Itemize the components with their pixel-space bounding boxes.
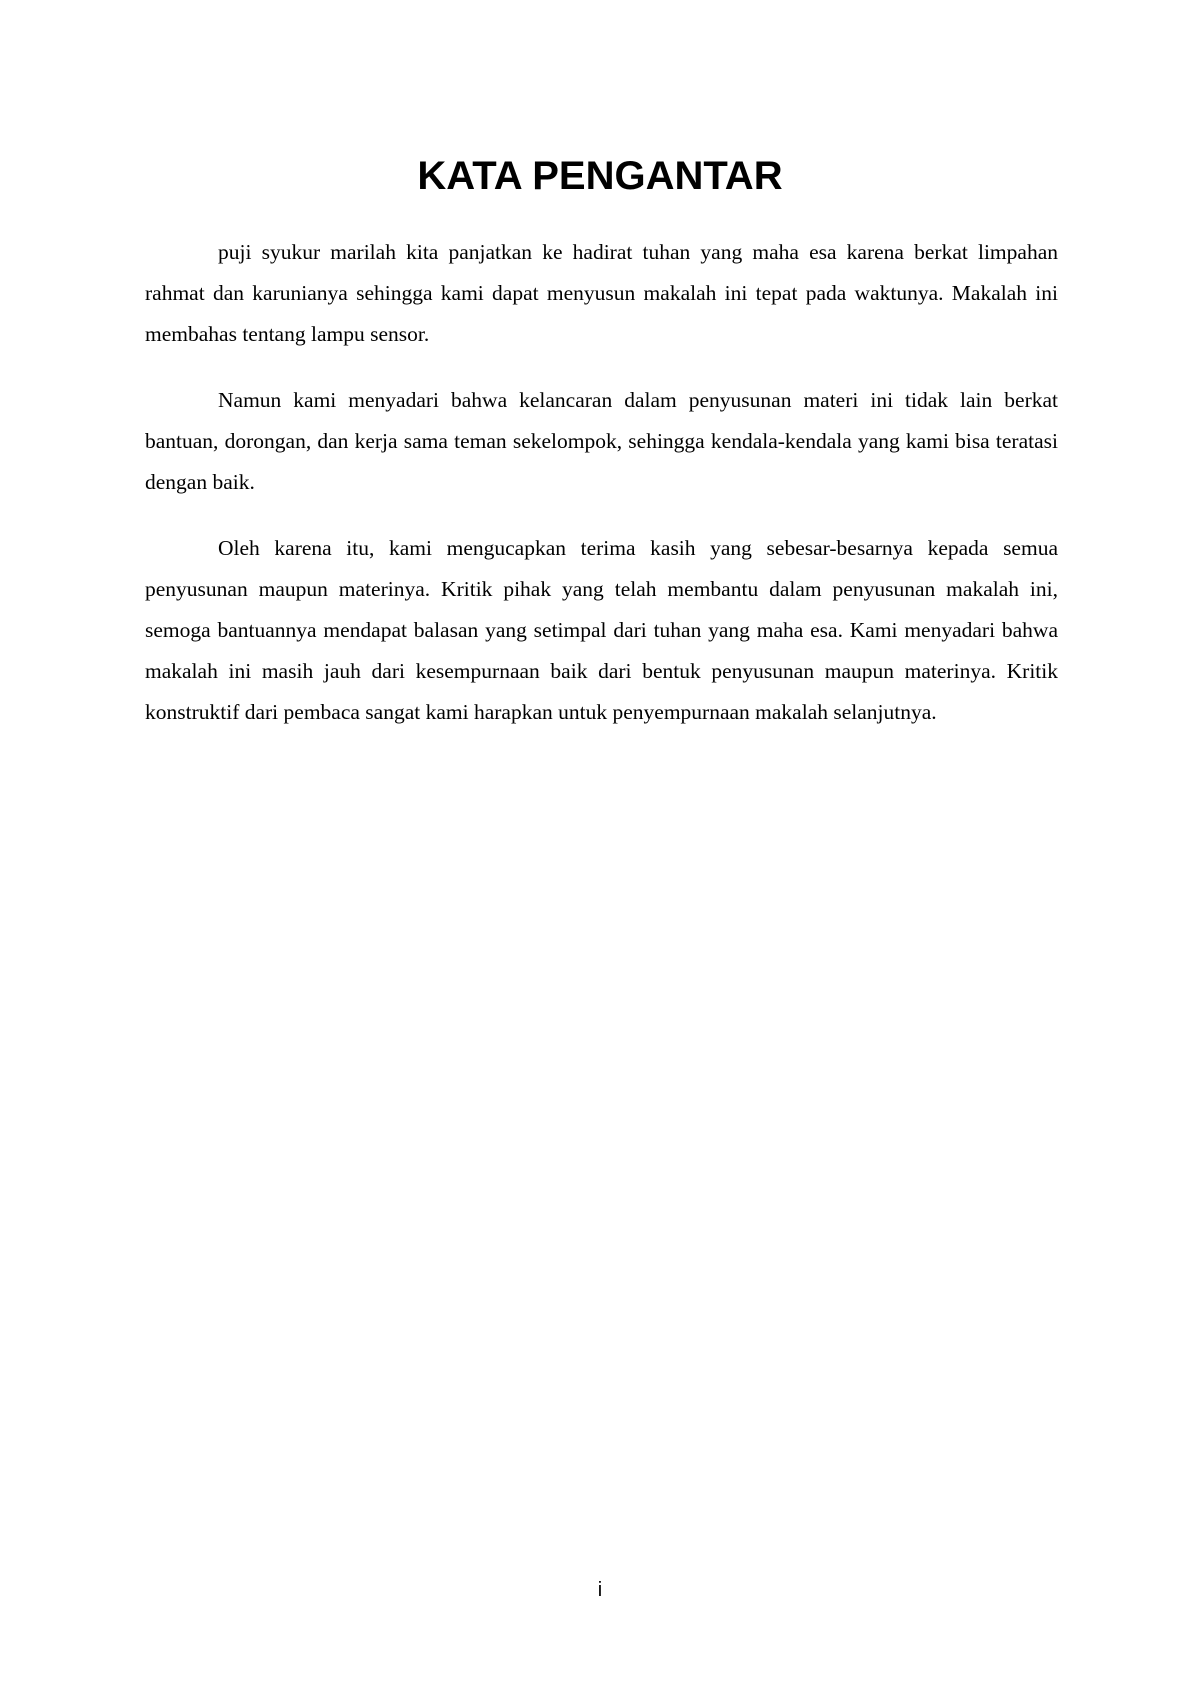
paragraph-3: Oleh karena itu, kami mengucapkan terima kasih yang sebesar-besarnya kepada semua penyusunan maupun materinya. Kritik pihak yang telah membantu dalam penyusunan makalah ini, semoga bantuannya mendapat balasan yang setimpal dari tuhan yang maha esa. Kami menyadari bahwa makalah ini masih jauh dari kesempurnaan baik dari bentuk penyusunan maupun materinya. Kritik konstruktif dari pembaca sangat kami harapkan untuk penyempurnaan makalah selanjutnya. (145, 536, 1058, 724)
paragraph-1: puji syukur marilah kita panjatkan ke hadirat tuhan yang maha esa karena berkat limpahan rahmat dan karunianya sehingga kami dapat menyusun makalah ini tepat pada waktunya. Makalah ini membahas tentang lampu sensor. (145, 240, 1058, 346)
page-number: i (597, 1579, 603, 1601)
document-body (145, 232, 1058, 758)
page-title: KATA PENGANTAR (417, 154, 783, 198)
paragraph-2: Namun kami menyadari bahwa kelancaran dalam penyusunan materi ini tidak lain berkat bantuan, dorongan, dan kerja sama teman sekelompok, sehingga kendala-kendala yang kami bisa teratasi dengan baik. (145, 388, 1058, 494)
